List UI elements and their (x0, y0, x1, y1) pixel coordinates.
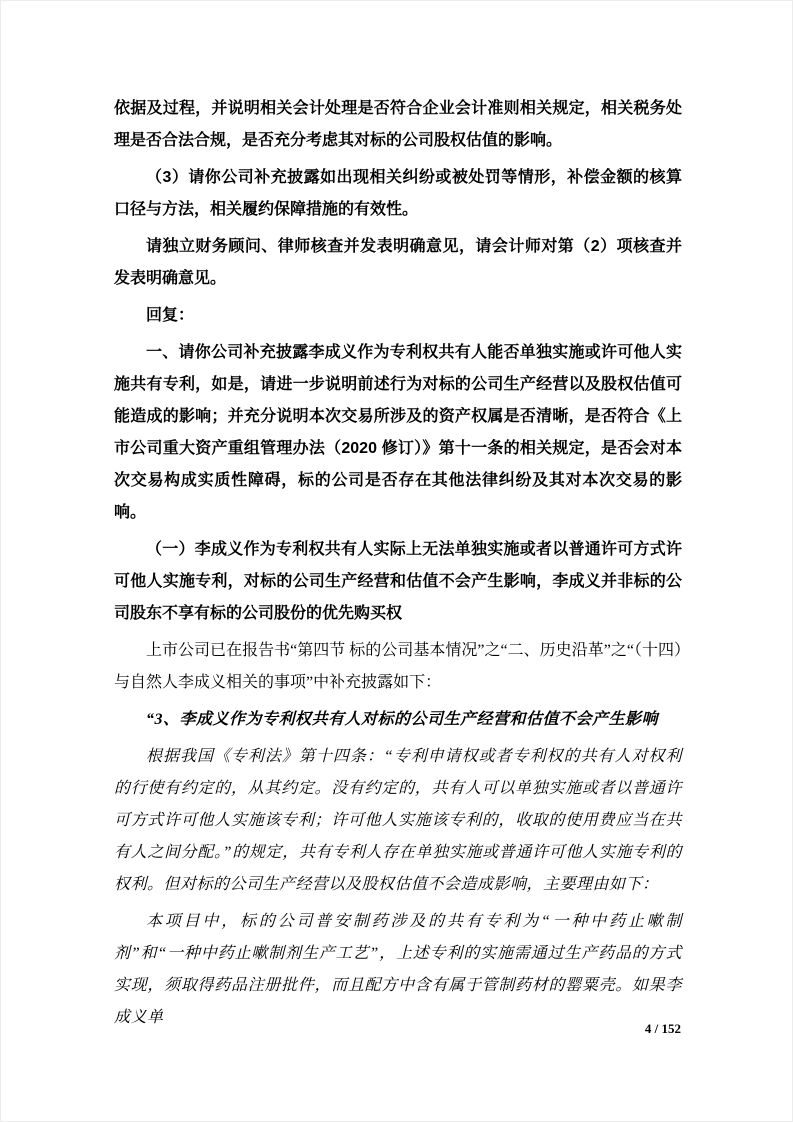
paragraph-inquiry-item-3: （3）请你公司补充披露如出现相关纠纷或被处罚等情形，补偿金额的核算口径与方法，相关履约保障措施的有效性。 (114, 169, 682, 218)
paragraph-disclosure-intro: 上市公司已在报告书“第四节 标的公司基本情况”之“二、历史沿革”之“（十四）与自然人李成义相关的事项”中补充披露如下： (114, 642, 682, 691)
paragraph-project-shared-patents: 本项目中，标的公司普安制药涉及的共有专利为“一种中药止嗽制剂”和“一种中药止嗽制剂生产工艺”，上述专利的实施需通过生产药品的方式实现，须取得药品注册批件，而且配方中含有属于管制药材的罂粟壳。如果李成义单 (114, 913, 682, 1026)
paragraph-question-1: 一、请你公司补充披露李成义作为专利权共有人能否单独实施或许可他人实施共有专利，如是，请进一步说明前述行为对标的公司生产经营以及股权估值可能造成的影响；并充分说明本次交易所涉及的资产权属是否清晰，是否符合《上市公司重大资产重组管理办法（2020 修订）》第十一条的相关规定，是否会对本次交易构成实质性障碍，标的公司是否存在其他法律纠纷及其对本次交易的影响。 (114, 344, 682, 521)
paragraph-patent-law-basis: 根据我国《专利法》第十四条：“专利申请权或者专利权的共有人对权利的行使有约定的，从其约定。没有约定的，共有人可以单独实施或者以普通许可方式许可他人实施该专利；许可他人实施该专利的，收取的使用费应当在共有人之间分配。”的规定，共有专利人存在单独实施或普通许可他人实施专利的权利。但对标的公司生产经营以及股权估值不会造成影响，主要理由如下： (114, 748, 682, 893)
paragraph-verification-request: 请独立财务顾问、律师核查并发表明确意见，请会计师对第（2）项核查并发表明确意见。 (114, 238, 682, 287)
paragraph-continuation-accounting-treatment: 依据及过程，并说明相关会计处理是否符合企业会计准则相关规定，相关税务处理是否合法合规，是否充分考虑其对标的公司股权估值的影响。 (114, 100, 682, 149)
paragraph-reply-label: 回复： (146, 307, 195, 324)
document-body (114, 93, 682, 1039)
paragraph-heading-1-1: （一）李成义作为专利权共有人实际上无法单独实施或者以普通许可方式许可他人实施专利，对标的公司生产经营和估值不会产生影响，李成义并非标的公司股东不享有标的公司股份的优先购买权 (114, 541, 682, 622)
paragraph-disclosure-point-3-heading: “3、李成义作为专利权共有人对标的公司生产经营和估值不会产生影响 (146, 711, 659, 728)
page-number: 4 / 152 (644, 1021, 681, 1036)
